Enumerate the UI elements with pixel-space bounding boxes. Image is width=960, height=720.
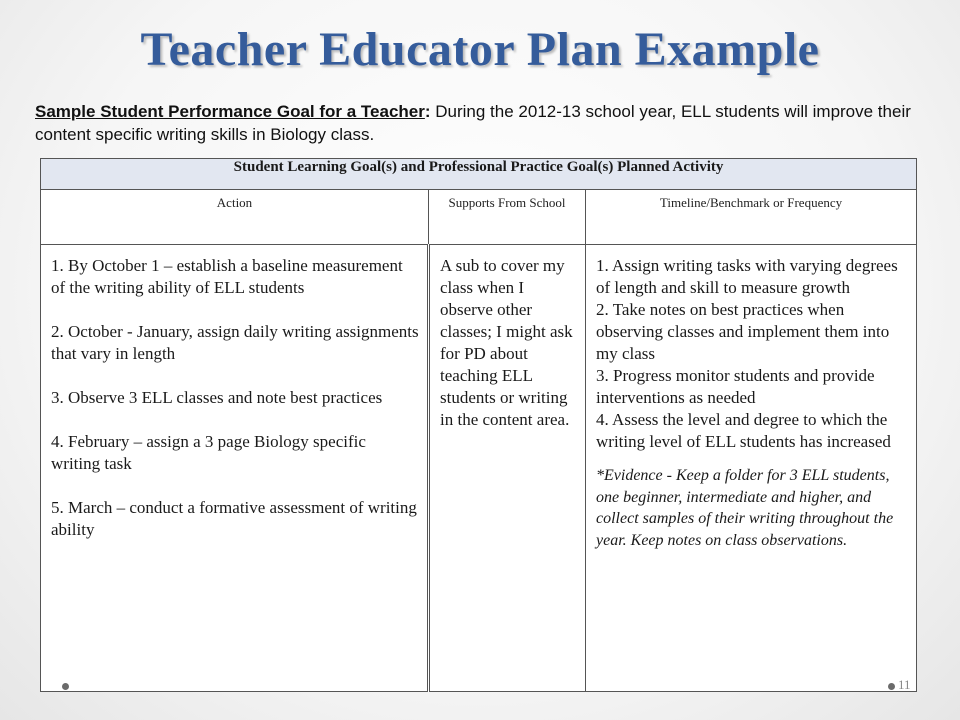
plan-table xyxy=(40,158,917,692)
slide-title: Teacher Educator Plan Example xyxy=(140,23,820,76)
bullet-dot-right xyxy=(888,683,895,690)
action-item: 4. February – assign a 3 page Biology specific writing task xyxy=(51,432,366,473)
page-number: 11 xyxy=(898,677,911,692)
bullet-dot-left xyxy=(62,683,69,690)
column-header-row xyxy=(41,190,917,245)
table-header: Student Learning Goal(s) and Professional Practice Goal(s) Planned Activity xyxy=(41,159,917,190)
supports-cell xyxy=(429,245,586,692)
timeline-cell xyxy=(586,245,917,692)
goal-statement xyxy=(35,100,915,146)
column-header-timeline: Timeline/Benchmark or Frequency xyxy=(586,190,917,245)
timeline-item: 4. Assess the level and degree to which the writing level of ELL students has increased xyxy=(596,410,891,451)
column-header-action: Action xyxy=(41,190,429,245)
timeline-item: 1. Assign writing tasks with varying degrees of length and skill to measure growth xyxy=(596,256,898,297)
table-row xyxy=(41,245,917,692)
goal-text: During the 2012-13 school year, ELL students will improve their content specific writing skills in Biology class. xyxy=(35,102,911,144)
column-header-supports: Supports From School xyxy=(429,190,586,245)
evidence-note: *Evidence - Keep a folder for 3 ELL students, one beginner, intermediate and higher, and collect samples of their writing throughout the year. Keep notes on class observations. xyxy=(596,467,894,549)
timeline-item: 3. Progress monitor students and provide interventions as needed xyxy=(596,366,875,407)
table-header-row xyxy=(41,159,917,190)
goal-colon: : xyxy=(424,102,431,121)
action-item: 3. Observe 3 ELL classes and note best practices xyxy=(51,388,383,407)
action-item: 1. By October 1 – establish a baseline measurement of the writing ability of ELL students xyxy=(51,256,403,297)
goal-label: Sample Student Performance Goal for a Teacher xyxy=(35,102,425,121)
action-item: 2. October - January, assign daily writing assignments that vary in length xyxy=(51,322,419,363)
supports-text: A sub to cover my class when I observe other classes; I might ask for PD about teaching ELL students or writing in the content area. xyxy=(440,256,573,429)
action-cell xyxy=(41,245,429,692)
action-item: 5. March – conduct a formative assessment of writing ability xyxy=(51,498,417,539)
timeline-item: 2. Take notes on best practices when observing classes and implement them into my class xyxy=(596,300,890,363)
